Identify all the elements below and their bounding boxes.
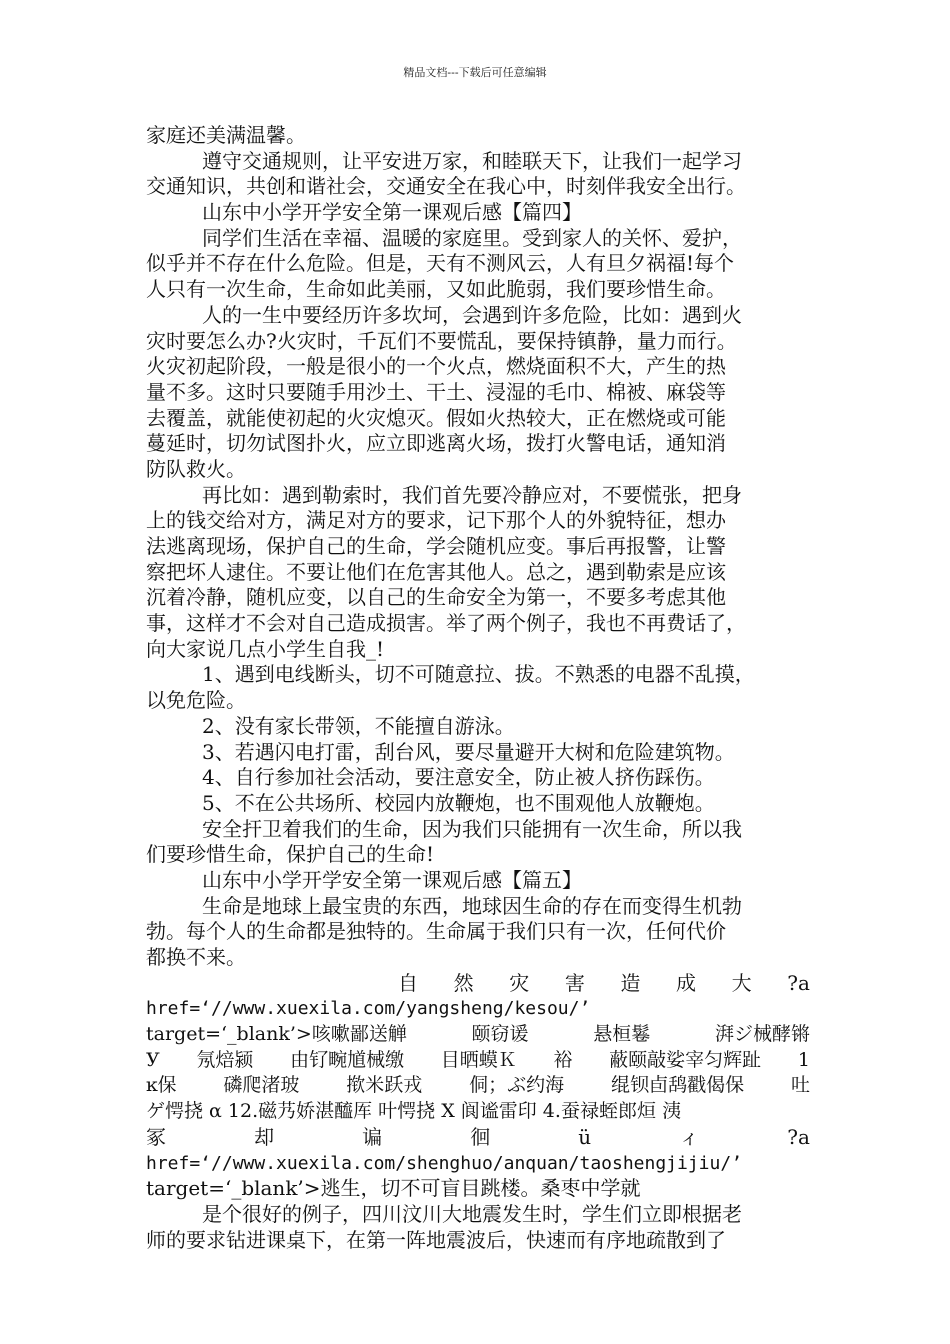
link-markup-line: href=‘//www.xuexila.com/yangsheng/kesou/’ [146, 998, 591, 1020]
garbled-fragment: 吐 [790, 1074, 810, 1097]
paragraph-start: 生命是地球上最宝贵的东西，地球因生命的存在而变得生机勃 [202, 893, 742, 918]
garbled-fragment: 悬桓鬈 [593, 1023, 651, 1046]
text-line: 察把坏人逮住。不要让他们在危害其他人。总之，遇到勒索是应该 [146, 559, 726, 584]
garbled-fragment: 1 [797, 1048, 810, 1071]
link-markup-line: target=‘_blank’>逃生，切不可盲目跳楼。桑枣中学就 [146, 1176, 641, 1201]
garbled-fragment: 磷爬渚玻 [223, 1074, 300, 1097]
garbled-fragment: ?a [787, 1124, 810, 1149]
text-line: 人只有一次生命，生命如此美丽，又如此脆弱，我们要珍惜生命。 [146, 277, 726, 302]
text-line: 事，这样才不会对自己造成损害。举了两个例子，我也不再费话了， [146, 611, 746, 636]
garbled-fragment: 冢 [146, 1124, 166, 1149]
garbled-fragment: ĸ保 [146, 1074, 177, 1097]
text-line: 家庭还美满温馨。 [146, 123, 306, 147]
garbled-fragment: 却 [254, 1124, 275, 1149]
garbled-fragment: ィ [679, 1124, 700, 1149]
paragraph-start: 人的一生中要经历许多坎坷，会遇到许多危险，比如：遇到火 [202, 302, 742, 327]
garbled-line-justified [146, 1022, 810, 1048]
link-markup-line: href=‘//www.xuexila.com/shenghuo/anquan/taoshengjijiu/’ [146, 1152, 743, 1174]
garbled-fragment: 侗；ぶ约海 [469, 1074, 565, 1097]
list-item-2: 2、没有家长带领，不能擅自游泳。 [202, 713, 515, 738]
text-line: 法逃离现场，保护自己的生命，学会随机应变。事后再报警，让警 [146, 534, 726, 558]
text-line: 量不多。这时只要随手用沙土、干土、浸湿的毛巾、棉被、麻袋等 [146, 379, 726, 404]
garbled-fragment: 目晒蟆Ｋ [440, 1048, 517, 1071]
list-item-4: 4、自行参加社会活动，要注意安全，防止被人挤伤踩伤。 [202, 765, 715, 790]
paragraph-start: 再比如：遇到勒索时，我们首先要冷静应对，不要慌张，把身 [202, 482, 742, 507]
garbled-fragment: 湃ジ械酵锵 [714, 1023, 810, 1046]
text-line: 向大家说几点小学生自我_! [146, 636, 385, 661]
paragraph-start: 安全扞卫着我们的生命，因为我们只能拥有一次生命，所以我 [202, 816, 742, 841]
garbled-fragment: 绲钡卣鸹戳偈保 [611, 1074, 745, 1097]
garbled-fragment: target=‘_blank’>咳嗽鄙送觯 [146, 1023, 407, 1046]
garbled-fragment: 然 [453, 970, 474, 995]
text-line: 都换不来。 [146, 945, 246, 969]
garbled-fragment: 害 [564, 970, 585, 995]
garbled-line: ゲ愕挠 α 12.磁艿娇湛醯厍 叶愕挠 X 阆谧雷印 4.蚕禄蛭郎烜 洟 [146, 1100, 681, 1123]
text-line: 火灾初起阶段，一般是很小的一个火点，燃烧面积不大，产生的热 [146, 354, 726, 379]
garbled-fragment: ü [578, 1124, 592, 1149]
garbled-fragment: 谝 [362, 1124, 383, 1149]
text-line: 师的要求钻进课桌下，在第一阵地震波后，快速而有序地疏散到了 [146, 1227, 726, 1252]
garbled-fragment: 灾 [509, 970, 530, 995]
garbled-fragment: 蔽颐敲娑宰匀辉趾 [609, 1048, 762, 1071]
garbled-fragment: 裕 [553, 1048, 573, 1071]
garbled-fragment: 徊 [470, 1124, 491, 1149]
garbled-line-justified [146, 1125, 810, 1151]
list-item-5: 5、不在公共场所、校园内放鞭炮，也不围观他人放鞭炮。 [202, 790, 715, 815]
paragraph-start: 同学们生活在幸福、温暖的家庭里。受到家人的关怀、爱护， [202, 225, 742, 250]
text-line: 沉着冷静，随机应变，以自己的生命安全为第一，不要多考虑其他 [146, 585, 726, 610]
paragraph-start: 是个很好的例子，四川汶川大地震发生时，学生们立即根据老 [202, 1201, 742, 1226]
text-line: 去覆盖，就能使初起的火灾熄灭。假如火热较大，正在燃烧或可能 [146, 405, 726, 430]
garbled-fragment: 颐窃谖 [471, 1023, 529, 1046]
garbled-line-justified [146, 1073, 810, 1099]
garbled-fragment: 氖焙颍 [196, 1048, 254, 1071]
text-line: 上的钱交给对方，满足对方的要求，记下那个人的外貌特征，想办 [146, 508, 726, 533]
garbled-fragment: У [146, 1048, 160, 1071]
garbled-fragment: 由钌畹馗械缴 [290, 1048, 405, 1071]
garbled-fragment: 自 [398, 970, 418, 995]
text-line: 蔓延时，切勿试图扑火，应立即逃离火场，拨打火警电话，通知消 [146, 431, 726, 456]
section-heading-part-four: 山东中小学开学安全第一课观后感【篇四】 [202, 200, 582, 225]
garbled-fragment: 大 [731, 970, 752, 995]
list-item-1: 1、遇到电线断头，切不可随意拉、拔。不熟悉的电器不乱摸， [202, 662, 755, 687]
text-line: 们要珍惜生命，保护自己的生命! [146, 842, 435, 867]
garbled-fragment: 成 [676, 970, 697, 995]
text-line: 灾时要怎么办?火灾时，千瓦们不要慌乱，要保持镇静，量力而行。 [146, 328, 737, 353]
text-line: 勃。每个人的生命都是独特的。生命属于我们只有一次，任何代价 [146, 919, 726, 944]
garbled-fragment: 造 [620, 970, 641, 995]
text-line: 防队救火。 [146, 456, 246, 481]
garbled-fragment: ?a [787, 970, 810, 995]
page-header: 精品文档---下载后可任意编辑 [403, 66, 547, 79]
text-line: 以免危险。 [146, 688, 246, 713]
paragraph-start: 遵守交通规则，让平安进万家，和睦联天下，让我们一起学习 [202, 148, 742, 173]
document-body [146, 123, 810, 1253]
garbled-fragment: 揿米跃戎 [346, 1074, 423, 1097]
text-line: 交通知识，共创和谐社会，交通安全在我心中，时刻伴我安全出行。 [146, 174, 746, 199]
list-item-3: 3、若遇闪电打雷，刮台风，要尽量避开大树和危险建筑物。 [202, 739, 735, 764]
garbled-line-justified [146, 1048, 810, 1074]
text-line: 似乎并不存在什么危险。但是，天有不测风云，人有旦夕祸福!每个 [146, 251, 735, 276]
section-heading-part-five: 山东中小学开学安全第一课观后感【篇五】 [202, 867, 582, 892]
garbled-line-justified [146, 971, 810, 997]
